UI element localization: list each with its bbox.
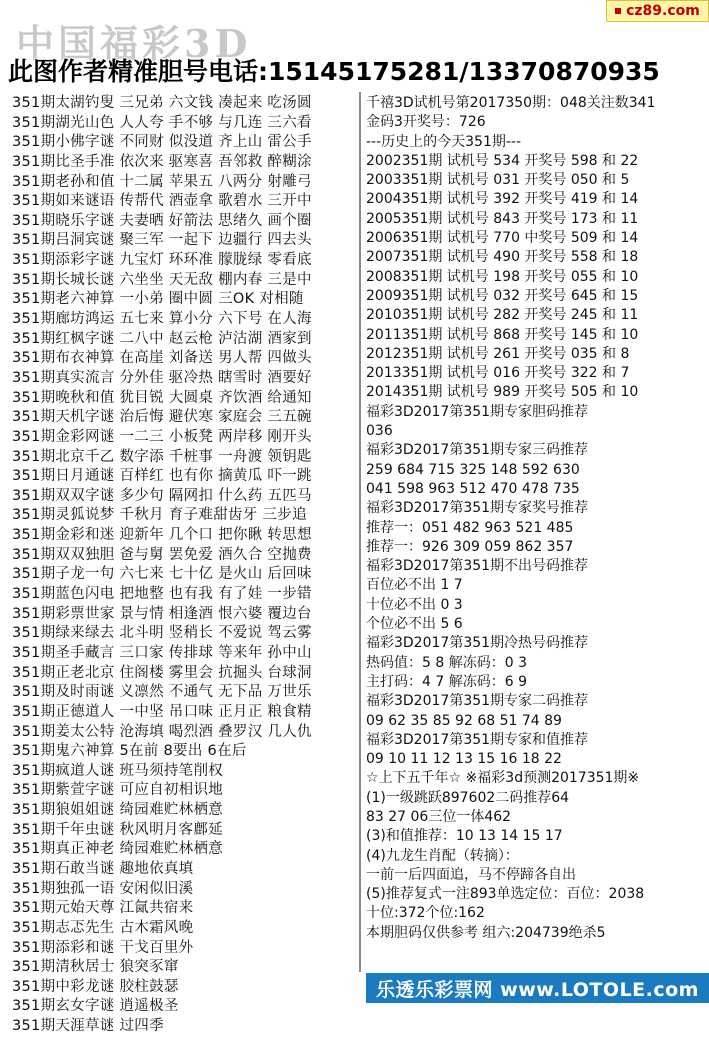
riddle-line: 351期布衣神算 在高崖 刘备送 男人帮 四做头	[12, 350, 312, 367]
riddle-line: 351期石敢当谜 趣地依真填	[12, 860, 194, 877]
contact-banner: 此图作者精准胆号电话:15145175281/13370870935	[8, 57, 660, 86]
riddle-line: 351期红枫字谜 二八中 赵云枪 泸沽湖 酒家到	[12, 330, 312, 347]
riddle-line: 351期金彩网谜 一二三 小板凳 两岸移 刚开头	[12, 428, 312, 445]
prediction-line: 福彩3D2017第351期专家奖号推荐	[366, 500, 589, 517]
riddle-line: 351期双双字谜 多少句 隔网扣 什么药 五匹马	[12, 487, 312, 504]
riddle-line: 351期添彩字谜 九宝灯 环环准 朦胧绿 零看底	[12, 252, 312, 269]
riddle-line: 351期玄女字谜 逍遥极圣	[12, 998, 179, 1015]
riddle-line: 351期子龙一句 六七来 七十亿 是火山 后回味	[12, 566, 312, 583]
riddle-line: 351期正老北京 住阁楼 雾里会 抗掘头 台球洞	[12, 664, 312, 681]
prediction-line: 福彩3D2017第351期不出号码推荐	[366, 558, 589, 575]
prediction-line: 041 598 963 512 470 478 735	[366, 480, 580, 497]
riddle-line: 351期比圣手准 依次来 驱寒喜 吾邻救 醉糊涂	[12, 153, 312, 170]
prediction-line: 十位:372个位:162	[366, 905, 485, 922]
riddle-line: 351期圣手藏言 三口家 传排球 等来年 孙中山	[12, 644, 312, 661]
riddle-line: 351期中彩龙谜 胶柱鼓瑟	[12, 978, 179, 995]
prediction-line: 2006351期 试机号 770 中奖号 509 和 14	[366, 230, 639, 247]
prediction-line: 2003351期 试机号 031 开奖号 050 和 5	[366, 172, 630, 189]
riddle-line: 351期正德道人 一中坚 吊口味 正月正 粮食精	[12, 703, 312, 720]
riddle-line: 351期狼姐姐谜 绮园难贮林栖意	[12, 802, 224, 819]
prediction-line: (4)九龙生肖配（转摘）：	[366, 847, 519, 864]
prediction-line: 福彩3D2017第351期专家二码推荐	[366, 693, 589, 710]
prediction-line: 主打码：4 7 解冻码：6 9	[366, 673, 527, 690]
prediction-line: 2005351期 试机号 843 开奖号 173 和 11	[366, 210, 639, 227]
prediction-line: 推荐一：926 309 059 862 357	[366, 538, 574, 555]
prediction-line: 09 10 11 12 13 15 16 18 22	[366, 751, 562, 768]
prediction-line: 福彩3D2017第351期专家和值推荐	[366, 731, 589, 748]
riddle-line: 351期千年虫谜 秋风明月客鄜延	[12, 821, 224, 838]
riddle-line: 351期志忑先生 古木霜风晚	[12, 919, 194, 936]
riddle-line: 351期真实流言 分外佳 驱冷热 瞎雪时 酒要好	[12, 369, 312, 386]
prediction-line: 036	[366, 423, 393, 440]
riddle-line: 351期真正神老 绮园难贮林栖意	[12, 841, 224, 858]
prediction-line: 2010351期 试机号 282 开奖号 245 和 11	[366, 307, 639, 324]
riddle-line: 351期晓乐字谜 夫妻晒 好箭法 思绪久 画个圈	[12, 212, 312, 229]
prediction-line: 十位必不出 0 3	[366, 596, 463, 613]
prediction-line: ☆上下五千年☆ ※福彩3d预测2017351期※	[366, 770, 640, 787]
logo-title: 中国福彩3D	[16, 21, 252, 66]
prediction-line: 2011351期 试机号 868 开奖号 145 和 10	[366, 326, 639, 343]
riddle-line: 351期晚秋和值 犹目锐 大圆桌 齐饮酒 给通知	[12, 389, 312, 406]
prediction-line: 千禧3D试机号第2017350期：048关注数341	[366, 95, 656, 111]
prediction-line: 259 684 715 325 148 592 630	[366, 461, 580, 478]
prediction-line: 福彩3D2017第351期专家胆码推荐	[366, 403, 589, 420]
riddle-line: 351期小佛字谜 不同财 似没道 齐上山 雷公手	[12, 134, 312, 151]
prediction-line: ---历史上的今天351期---	[366, 133, 522, 150]
site-badge-text: cz89.com	[626, 3, 700, 19]
riddle-line: 351期元始天尊 江氤共宿来	[12, 900, 194, 917]
riddle-line: 351期绿来绿去 北斗明 竖稍长 不爱说 驾云雾	[12, 625, 312, 642]
riddle-line: 351期及时雨谜 义凛然 不通气 无下品 万世乐	[12, 684, 312, 701]
site-footer-banner[interactable]: 乐透乐彩票网 www.LOTOLE.com	[366, 973, 709, 1003]
riddle-line: 351期日月通谜 百样红 也有你 摘黄瓜 吓一跳	[12, 468, 312, 485]
riddle-line: 351期鬼六神算 5在前 8要出 6在后	[12, 743, 247, 760]
riddle-line: 351期双双独胆 爸与舅 罢免爱 酒久合 空抛费	[12, 546, 312, 563]
prediction-line: 2008351期 试机号 198 开奖号 055 和 10	[366, 268, 639, 285]
prediction-line: 09 62 35 85 92 68 51 74 89	[366, 712, 562, 729]
riddle-line: 351期金彩和迷 迎新年 几个口 把你瞅 转思想	[12, 527, 312, 544]
riddle-line: 351期彩票世家 景与情 相逢酒 恨六婆 覆边台	[12, 605, 312, 622]
prediction-line: 2009351期 试机号 032 开奖号 645 和 15	[366, 287, 639, 304]
riddle-line: 351期太湖钓叟 三兄弟 六文钱 凑起来 吃汤圆	[12, 95, 312, 111]
prediction-column	[366, 94, 702, 964]
riddle-line: 351期老孙和值 十二属 苹果五 八两分 射雕弓	[12, 173, 312, 190]
prediction-line: 2012351期 试机号 261 开奖号 035 和 8	[366, 345, 630, 362]
prediction-line: 2004351期 试机号 392 开奖号 419 和 14	[366, 191, 639, 208]
prediction-line: (3)和值推荐：10 13 14 15 17	[366, 828, 563, 845]
prediction-line: 2007351期 试机号 490 开奖号 558 和 18	[366, 249, 639, 266]
prediction-line: 个位必不出 5 6	[366, 616, 463, 633]
prediction-line: 福彩3D2017第351期专家三码推荐	[366, 442, 589, 459]
riddle-line: 351期紫萱字谜 可应自初相识地	[12, 782, 224, 799]
prediction-line: 2013351期 试机号 016 开奖号 322 和 7	[366, 365, 630, 382]
riddle-line: 351期清秋居士 狼突豕窜	[12, 959, 179, 976]
riddle-line: 351期疯道人谜 班马须持笔削权	[12, 762, 224, 779]
riddle-line: 351期老六神算 一小弟 圈中圆 三OK 对相随	[12, 291, 304, 308]
site-badge[interactable]	[606, 0, 709, 22]
riddle-line: 351期廊坊鸿运 五七来 算小分 六下号 在人海	[12, 311, 312, 328]
riddle-line: 351期湖光山色 人人夸 手不够 与几连 三六看	[12, 114, 312, 131]
riddle-column	[12, 94, 352, 1035]
prediction-line: 本期胆码仅供参考 组六:204739绝杀5	[366, 924, 606, 941]
riddle-line: 351期长城长谜 六坐坐 天无敌 棚内春 三是中	[12, 271, 312, 288]
prediction-line: 83 27 06三位一体462	[366, 808, 512, 825]
riddle-line: 351期天涯草谜 过四季	[12, 1018, 164, 1035]
riddle-line: 351期灵狐说梦 千秋月 育子难甜齿牙 三步追	[12, 507, 307, 524]
prediction-line: 福彩3D2017第351期冷热号码推荐	[366, 635, 589, 652]
prediction-line: 2002351期 试机号 534 开奖号 598 和 22	[366, 152, 639, 169]
prediction-line: 金码3开奖号：726	[366, 114, 486, 131]
riddle-line: 351期如来谜语 传帮代 酒壶拿 歌碧水 三开中	[12, 193, 312, 210]
prediction-line: (5)推荐复式一注893单选定位：百位：2038	[366, 886, 645, 903]
riddle-line: 351期独孤一语 安闲似旧溪	[12, 880, 194, 897]
prediction-line: (1)一级跳跃897602二码推荐64	[366, 789, 570, 806]
riddle-line: 351期添彩和谜 干戈百里外	[12, 939, 194, 956]
prediction-line: 推荐一：051 482 963 521 485	[366, 519, 574, 536]
riddle-line: 351期吕洞宾谜 聚三军 一起下 边疆行 四去头	[12, 232, 312, 249]
riddle-line: 351期北京千乙 数字添 千桩事 一舟渡 领钥匙	[12, 448, 312, 465]
badge-dot-icon	[615, 8, 621, 14]
riddle-line: 351期姜太公特 沧海填 喝烈酒 叠罗汉 几人仇	[12, 723, 312, 740]
prediction-line: 2014351期 试机号 989 开奖号 505 和 10	[366, 384, 639, 401]
prediction-line: 热码值：5 8 解冻码：0 3	[366, 654, 527, 671]
riddle-line: 351期蓝色闪电 把地整 也有我 有了娃 一步错	[12, 586, 312, 603]
prediction-line: 百位必不出 1 7	[366, 577, 463, 594]
riddle-line: 351期天机字谜 治后悔 避伏寒 家庭会 三五碗	[12, 409, 312, 426]
prediction-line: 一前一后四面追，马不停蹄各自出	[366, 866, 576, 883]
column-divider	[359, 92, 361, 972]
